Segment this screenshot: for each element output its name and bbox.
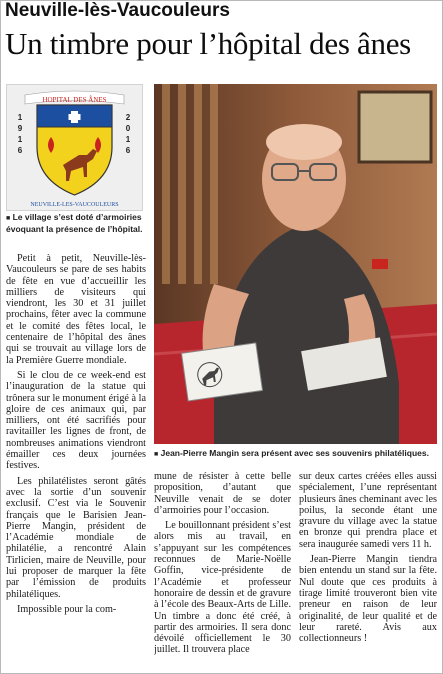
paragraph: mune de résister à cette belle proposition, d’autant que Neuville venait de se doter d’armoiries pour l’occasion.: [154, 471, 291, 516]
crest-banner-text: HOPITAL DES ÂNES: [42, 96, 107, 104]
svg-text:1: 1: [125, 135, 131, 144]
portrait-photo: [154, 84, 437, 444]
paragraph: Jean-Pierre Mangin tiendra bien entendu un stand sur la fête. Nul doute que ces produits à tirage limité trouveront bien vite preneur en raison de leur originalité, de leur qualité et de leur rareté. Avis aux collectionneurs !: [299, 554, 437, 645]
coat-of-arms-icon: [7, 85, 142, 210]
article-column-2: [154, 471, 291, 671]
paragraph: sur deux cartes créées elles aussi spécialement, l’une représentant plusieurs ânes cheminant avec les poilus, la seconde étant une gravure du village avec la statue en bronze qui prendra place et sera inaugurée samedi vers 11 h.: [299, 471, 437, 550]
article-column-1: [6, 253, 146, 669]
portrait-illustration: [154, 84, 437, 444]
crest-motto-text: NEUVILLE-LES-VAUCOULEURS: [30, 202, 119, 208]
paragraph: Petit à petit, Neuville-lès-Vaucouleurs se pare de ses habits de fête en vue d’accueillir les milliers de visiteurs qui viendront, les 30 et 31 juillet prochains, fêter avec la commune et le comité des fêtes local, le centenaire de l’hôpital des ânes qui se trouvait au village lors de la Première Guerre mondiale.: [6, 253, 146, 366]
headline: Un timbre pour l’hôpital des ânes: [5, 26, 411, 61]
svg-text:9: 9: [17, 124, 23, 133]
caption-bullet-icon: ■: [154, 451, 159, 458]
photo-caption: [154, 448, 439, 460]
svg-text:0: 0: [125, 124, 131, 133]
svg-text:2: 2: [125, 113, 131, 122]
paragraph: Les philatélistes seront gâtés avec la sortie d’un souvenir exclusif. C’est via le Souvenir français que le Barisien Jean-Pierre Mangin, président de l’Académie mondiale de philatélie, a rencontré Alain Tirlicien, maire de Neuville, pour lui proposer de marquer la fête par l’émission de produits philatéliques.: [6, 475, 146, 600]
crest-caption: [6, 212, 146, 235]
paragraph: Impossible pour la com-: [17, 603, 117, 615]
svg-text:6: 6: [17, 146, 23, 155]
kicker: Neuville-lès-Vaucouleurs: [5, 0, 230, 21]
svg-text:6: 6: [125, 146, 131, 155]
svg-text:1: 1: [17, 135, 23, 144]
svg-text:1: 1: [17, 113, 23, 122]
paragraph: Le bouillonnant président s’est alors mis au travail, en s’appuyant sur les compétences reconnues de Marie-Noëlle Goffin, vice-présidente de l’Académie et professeur honoraire de dessin et de gravure à l’école des Beaux-Arts de Lille. Un timbre a donc été créé, à partir des armoiries. Il sera donc dévoilé officiellement le 30 juillet. Il trouvera place: [154, 520, 291, 656]
paragraph: Si le clou de ce week-end est l’inauguration de la statue qui trônera sur le monument érigé à la gloire de ces animaux qui, par milliers, ont été sacrifiés pour ravitailler les lignes de front, de nombreuses animations viendront émailler ces deux journées festives.: [6, 369, 146, 472]
crest-caption-text: Le village s’est doté d’armoiries évoquant la présence de l’hôpital.: [6, 212, 143, 234]
caption-bullet-icon: ■: [6, 215, 11, 222]
article-column-3: [299, 471, 437, 671]
crest-image: [6, 84, 143, 211]
photo-caption-text: Jean-Pierre Mangin sera présent avec ses souvenirs philatéliques.: [160, 448, 429, 458]
